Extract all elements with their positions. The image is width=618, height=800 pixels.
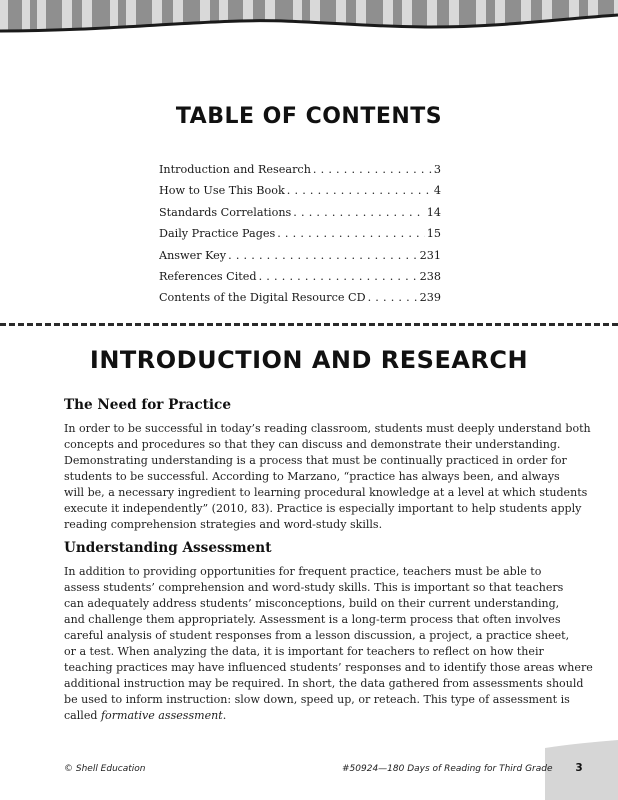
toc-entry-page: 239 <box>419 291 441 305</box>
toc-entry-page: 4 <box>433 184 441 198</box>
page-number: 3 <box>575 762 583 774</box>
toc-entry-label: Standards Correlations <box>159 205 292 219</box>
toc-entry-label: Contents of the Digital Resource CD <box>159 291 366 305</box>
paragraph-line: careful analysis of student responses from a lesson discussion, a project, a practice sheet, <box>64 629 570 642</box>
paragraph-line: execute it independently” (2010, 83). Practice is especially important to help students apply <box>64 502 582 515</box>
footer-publisher: © Shell Education <box>64 764 146 774</box>
toc-entry-page: 3 <box>433 163 441 176</box>
toc-entry-label: Answer Key <box>159 248 227 262</box>
toc-entry-page: 231 <box>419 248 441 262</box>
section-heading: Understanding Assessment <box>64 540 272 556</box>
paragraph-line: can adequately address students’ misconceptions, build on their current understanding, <box>64 597 560 610</box>
toc-entry-page: 238 <box>419 269 441 283</box>
paragraph-line: additional instruction may be required. In short, the data gathered from assessments should <box>64 677 584 690</box>
paragraph-line: be used to inform instruction: slow down, speed up, or reteach. This type of assessment is <box>64 693 570 706</box>
toc-title: TABLE OF CONTENTS <box>175 104 443 129</box>
paragraph-line: and challenge them appropriately. Assessment is a long-term process that often involves <box>64 613 561 626</box>
toc-entry-label: Introduction and Research <box>159 163 311 176</box>
paragraph-line: reading comprehension strategies and word-study skills. <box>64 518 383 531</box>
toc-entry-label: How to Use This Book <box>159 184 285 198</box>
paragraph-line: will be, a necessary ingredient to learning procedural knowledge at a level at which students <box>64 486 588 499</box>
paragraph-line: assess students’ comprehension and word-study skills. This is important so that teachers <box>64 581 564 594</box>
toc-entry-page: 14 <box>426 205 441 219</box>
paragraph-line: teaching practices may have influenced students’ responses and to identify those areas where <box>64 661 593 674</box>
toc-entry-page: 15 <box>426 227 441 241</box>
section-heading: The Need for Practice <box>64 397 231 413</box>
paragraph-line: or a test. When analyzing the data, it is important for teachers to reflect on how their <box>64 645 544 658</box>
footer-book-title: #50924—180 Days of Reading for Third Grade <box>342 764 553 774</box>
paragraph-line: Demonstrating understanding is a process that must be continually practiced in order for <box>64 454 567 467</box>
toc-entry-label: References Cited <box>159 269 257 283</box>
intro-title: INTRODUCTION AND RESEARCH <box>89 346 529 374</box>
paragraph-line: concepts and procedures so that they can discuss and demonstrate their understanding. <box>64 438 561 451</box>
paragraph-line: students to be successful. According to Marzano, “practice has always been, and always <box>64 470 560 483</box>
paragraph-line-last: called formative assessment. <box>64 709 227 722</box>
paragraph-line: In addition to providing opportunities for frequent practice, teachers must be able to <box>64 565 542 578</box>
paragraph-line: In order to be successful in today’s reading classroom, students must deeply understand both <box>64 422 591 435</box>
toc-entry-label: Daily Practice Pages <box>159 227 276 241</box>
formative-assessment-term: formative assessment <box>100 709 223 722</box>
